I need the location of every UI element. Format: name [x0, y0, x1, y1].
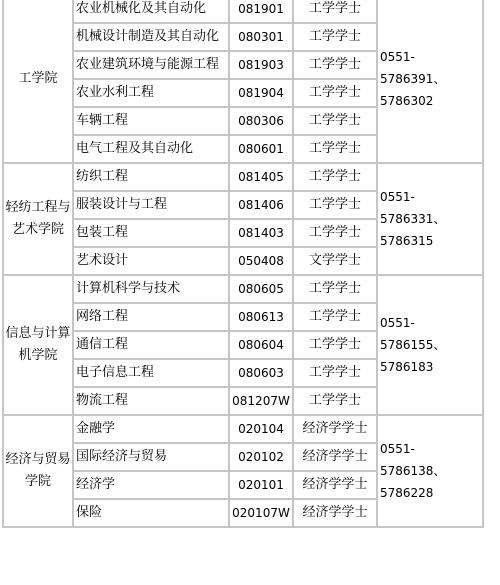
code-cell: 080306	[230, 108, 292, 134]
degree-cell: 工学学士	[294, 304, 376, 330]
code-cell: 020107W	[230, 500, 292, 526]
major-cell: 包装工程	[74, 220, 228, 246]
phone-cell: 0551-5786331、 5786315	[378, 164, 482, 274]
major-cell: 计算机科学与技术	[74, 276, 228, 302]
college-cell: 工学院	[4, 0, 72, 162]
degree-cell: 工学学士	[294, 108, 376, 134]
degree-cell: 工学学士	[294, 80, 376, 106]
code-cell: 081903	[230, 52, 292, 78]
code-cell: 081207W	[230, 388, 292, 414]
code-cell: 080605	[230, 276, 292, 302]
degree-cell: 工学学士	[294, 192, 376, 218]
phone-cell: 0551-5786138、 5786228	[378, 416, 482, 526]
degree-cell: 工学学士	[294, 360, 376, 386]
major-cell: 服装设计与工程	[74, 192, 228, 218]
major-cell: 车辆工程	[74, 108, 228, 134]
degree-cell: 经济学学士	[294, 416, 376, 442]
degree-cell: 经济学学士	[294, 500, 376, 526]
table-row	[4, 164, 482, 190]
code-cell: 020102	[230, 444, 292, 470]
degree-cell: 工学学士	[294, 220, 376, 246]
major-cell: 通信工程	[74, 332, 228, 358]
code-cell: 080301	[230, 24, 292, 50]
code-cell: 080604	[230, 332, 292, 358]
major-cell: 国际经济与贸易	[74, 444, 228, 470]
major-cell: 农业机械化及其自动化	[74, 0, 228, 22]
code-cell: 080603	[230, 360, 292, 386]
table-row	[4, 0, 482, 22]
major-cell: 农业建筑环境与能源工程	[74, 52, 228, 78]
degree-cell: 工学学士	[294, 0, 376, 22]
degree-cell: 工学学士	[294, 388, 376, 414]
college-cell: 经济与贸易学院	[4, 416, 72, 526]
code-cell: 020101	[230, 472, 292, 498]
table-row	[4, 276, 482, 302]
degree-cell: 工学学士	[294, 24, 376, 50]
college-cell: 信息与计算机学院	[4, 276, 72, 414]
code-cell: 081901	[230, 0, 292, 22]
major-cell: 农业水利工程	[74, 80, 228, 106]
degree-cell: 工学学士	[294, 52, 376, 78]
phone-cell: 0551-5786155、 5786183	[378, 276, 482, 414]
degree-cell: 工学学士	[294, 136, 376, 162]
degree-cell: 工学学士	[294, 332, 376, 358]
degree-cell: 经济学学士	[294, 444, 376, 470]
major-cell: 机械设计制造及其自动化	[74, 24, 228, 50]
code-cell: 080613	[230, 304, 292, 330]
major-cell: 纺织工程	[74, 164, 228, 190]
code-cell: 081403	[230, 220, 292, 246]
major-cell: 艺术设计	[74, 248, 228, 274]
degree-cell: 文学学士	[294, 248, 376, 274]
phone-cell: 0551-5786391、 5786302	[378, 0, 482, 162]
code-cell: 081405	[230, 164, 292, 190]
major-cell: 电子信息工程	[74, 360, 228, 386]
code-cell: 050408	[230, 248, 292, 274]
major-cell: 网络工程	[74, 304, 228, 330]
degree-cell: 工学学士	[294, 164, 376, 190]
code-cell: 020104	[230, 416, 292, 442]
degree-cell: 经济学学士	[294, 472, 376, 498]
major-cell: 物流工程	[74, 388, 228, 414]
degree-cell: 工学学士	[294, 276, 376, 302]
major-cell: 经济学	[74, 472, 228, 498]
college-cell: 轻纺工程与艺术学院	[4, 164, 72, 274]
major-cell: 电气工程及其自动化	[74, 136, 228, 162]
table-row	[4, 416, 482, 442]
code-cell: 081904	[230, 80, 292, 106]
code-cell: 081406	[230, 192, 292, 218]
major-cell: 金融学	[74, 416, 228, 442]
code-cell: 080601	[230, 136, 292, 162]
majors-table	[2, 0, 484, 528]
major-cell: 保险	[74, 500, 228, 526]
